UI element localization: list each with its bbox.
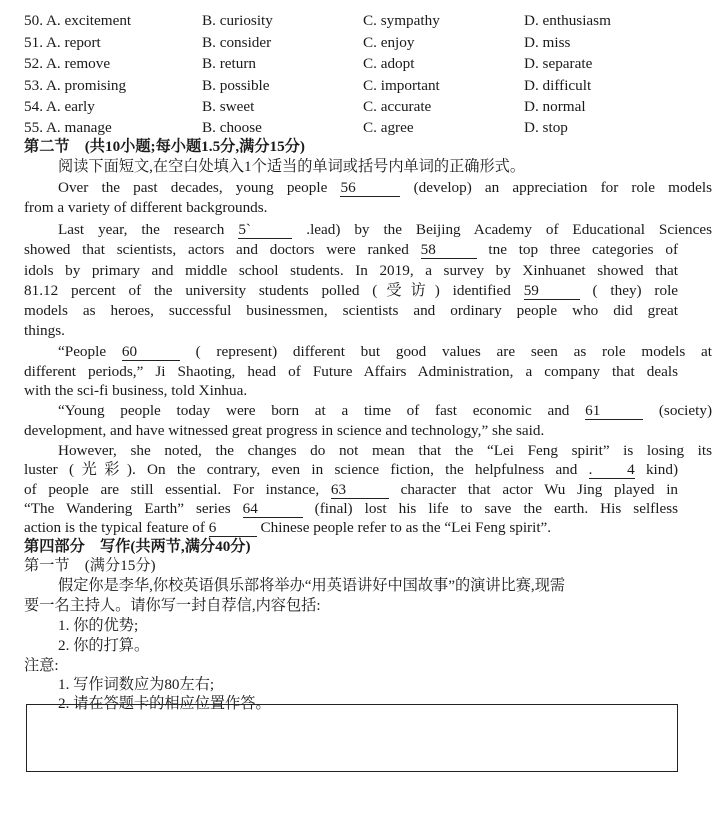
passage-line: development, and have witnessed great progress in science and technology,” she said. <box>24 422 545 439</box>
blank-58: 58 <box>421 241 477 259</box>
note-label: 注意: <box>24 657 59 674</box>
blank-63: 63 <box>331 481 389 499</box>
option-text: B. possible <box>202 77 270 94</box>
option-row <box>24 96 684 117</box>
option-text: A. early <box>45 98 95 115</box>
section2-instruction: 阅读下面短文,在空白处填入1个适当的单词或括号内单词的正确形式。 <box>58 158 526 175</box>
passage-line: Last year, the research 5` .lead) by the Beijing Academy of Educational Sciences <box>58 221 712 238</box>
option-text: C. accurate <box>363 98 432 115</box>
option-text: A. promising <box>45 77 127 94</box>
option-text: B. sweet <box>202 98 255 115</box>
passage-line: 81.12 percent of the university students polled (受访) identified 59 ( they) role <box>24 282 679 299</box>
option-row <box>24 10 684 31</box>
passage-line: things. <box>24 322 65 339</box>
option-text: A. report <box>45 34 101 51</box>
option-text: B. curiosity <box>202 12 273 29</box>
passage-line: models as heroes, successful businessmen, scientists and ordinary people who did great <box>24 302 678 319</box>
option-text: C. important <box>363 77 440 94</box>
passage-line: luster (光彩). On the contrary, even in science fiction, the helpfulness and . 4 kind) <box>24 461 678 478</box>
option-text: D. miss <box>524 34 571 51</box>
option-text <box>24 53 110 74</box>
option-text: A. remove <box>45 55 111 72</box>
option-text <box>24 32 101 53</box>
blank-62: . 4 <box>588 461 635 478</box>
blank-64: 64 <box>243 500 303 518</box>
part4-heading: 第四部分 写作(共两节,满分40分) <box>24 538 251 555</box>
question-number: 51. <box>24 34 43 51</box>
passage-line: “Young people today were born at a time of fast economic and 61 (society) <box>58 402 712 419</box>
passage-line: from a variety of different backgrounds. <box>24 199 268 216</box>
passage-line: “The Wandering Earth” series 64 (final) lost his life to save the earth. His selfless <box>24 500 679 517</box>
part4-subheading: 第一节 (满分15分) <box>24 557 156 574</box>
blank-56: 56 <box>340 179 400 197</box>
option-text: A. excitement <box>45 12 132 29</box>
question-number: 54. <box>24 98 43 115</box>
option-text: D. separate <box>524 55 593 72</box>
option-text: D. stop <box>524 119 568 136</box>
passage-line: showed that scientists, actors and doctors were ranked 58 tne top three categories of <box>24 241 678 258</box>
option-text <box>24 75 126 96</box>
option-text <box>24 10 131 31</box>
question-number: 50. <box>24 12 43 29</box>
option-text: C. agree <box>363 119 414 136</box>
requirement-item: 1. 你的优势; <box>58 617 139 634</box>
note-item: 1. 写作词数应为80左右; <box>58 676 215 693</box>
passage-line: Over the past decades, young people 56 (develop) an appreciation for role models <box>58 179 712 196</box>
passage-line: However, she noted, the changes do not mean that the “Lei Feng spirit” is losing its <box>58 442 712 459</box>
blank-59: 59 <box>524 282 580 300</box>
writing-prompt: 假定你是李华,你校英语俱乐部将举办“用英语讲好中国故事”的演讲比赛,现需 <box>58 577 566 594</box>
passage-line: with the sci-fi business, told Xinhua. <box>24 382 248 399</box>
option-row <box>24 75 684 96</box>
blank-57: 5` <box>238 221 292 239</box>
note-item: 2. 请在答题卡的相应位置作答。 <box>58 695 271 712</box>
option-text <box>24 117 112 138</box>
option-text: D. difficult <box>524 77 592 94</box>
option-text: B. choose <box>202 119 262 136</box>
option-text: D. enthusiasm <box>524 12 611 29</box>
passage-line: idols by primary and middle school students. In 2019, a survey by Xinhuanet showed that <box>24 262 678 279</box>
section2-heading: 第二节 (共10小题;每小题1.5分,满分15分) <box>24 138 305 155</box>
passage-line: action is the typical feature of 6 Chinese people refer to as the “Lei Feng spirit”. <box>24 519 552 536</box>
option-row <box>24 53 684 74</box>
option-row <box>24 117 684 138</box>
option-text: C. adopt <box>363 55 415 72</box>
option-text: D. normal <box>524 98 586 115</box>
blank-65: 6 <box>209 519 257 537</box>
option-text: C. sympathy <box>363 12 440 29</box>
option-text: A. manage <box>45 119 112 136</box>
requirement-item: 2. 你的打算。 <box>58 637 150 654</box>
question-number: 55. <box>24 119 43 136</box>
option-text: C. enjoy <box>363 34 415 51</box>
passage-line: “People 60 ( represent) different but good values are seen as role models at <box>58 343 712 360</box>
writing-prompt: 要一名主持人。请你写一封自荐信,内容包括: <box>24 597 321 614</box>
answer-box[interactable] <box>26 704 678 772</box>
option-text: B. return <box>202 55 256 72</box>
option-row <box>24 32 684 53</box>
passage-line: different periods,” Ji Shaoting, head of Future Affairs Administration, a company that deals <box>24 363 678 380</box>
option-text: B. consider <box>202 34 272 51</box>
option-text <box>24 96 95 117</box>
question-number: 53. <box>24 77 43 94</box>
blank-61: 61 <box>585 402 643 420</box>
question-number: 52. <box>24 55 43 72</box>
blank-60: 60 <box>122 343 180 361</box>
passage-line: of people are still essential. For instance, 63 character that actor Wu Jing played in <box>24 481 679 498</box>
